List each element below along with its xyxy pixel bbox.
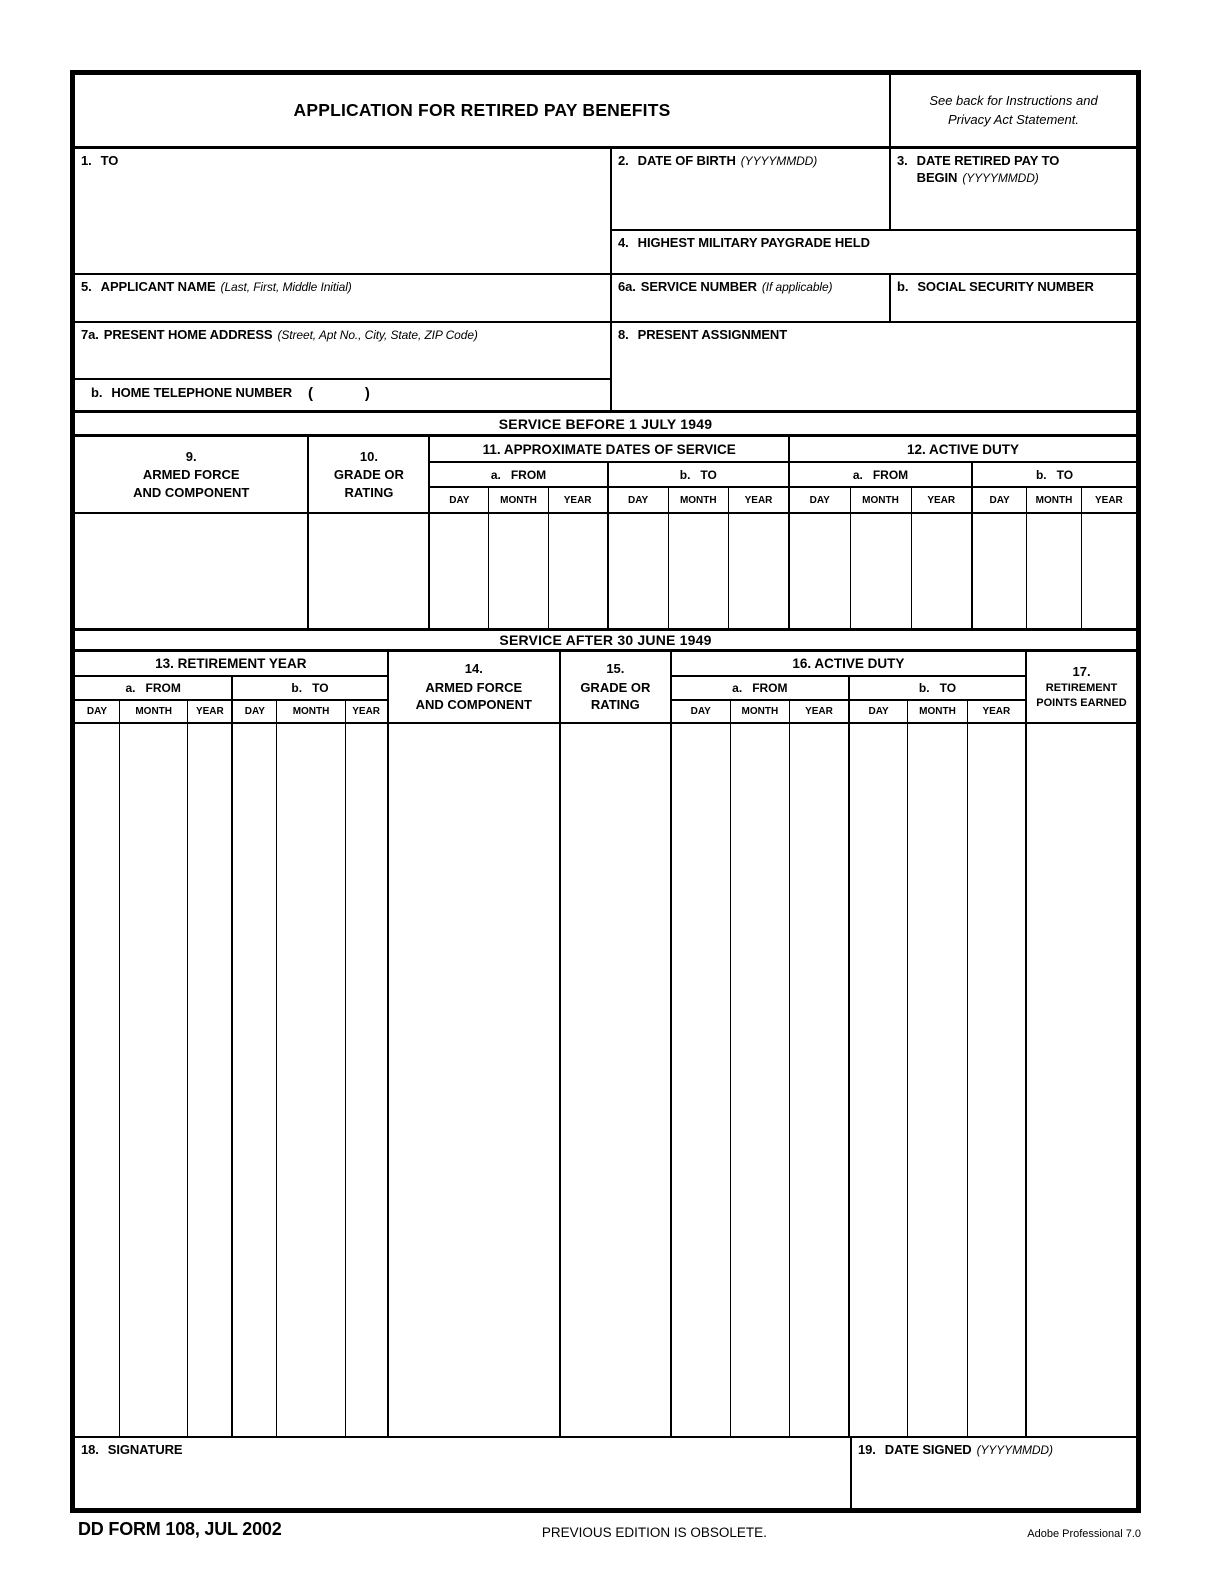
t2-armed-force-input[interactable] — [388, 723, 560, 1436]
generator-note: Adobe Professional 7.0 — [1027, 1528, 1141, 1540]
t1-duty-to-header: b. TO — [972, 462, 1136, 487]
t1-dates-from-year-input[interactable] — [548, 513, 607, 628]
service-number-label: 6a. SERVICE NUMBER (If applicable) — [618, 279, 833, 294]
date-of-birth-label: 2. DATE OF BIRTH (YYYYMMDD) — [618, 153, 818, 168]
phone-paren-open: ( — [308, 385, 313, 402]
row-1-to-4 — [75, 149, 1136, 275]
instructions-text: See back for Instructions and Privacy Act Statement. — [929, 92, 1098, 127]
col-7 — [75, 323, 612, 410]
month-header: MONTH — [277, 700, 345, 723]
ssn-label: b. SOCIAL SECURITY NUMBER — [897, 279, 1094, 294]
year-header: YEAR — [729, 487, 789, 513]
t2-year-to-day-input[interactable] — [232, 723, 277, 1436]
date-signed-field[interactable] — [852, 1438, 1136, 1508]
date-retired-pay-begin-label: 3. DATE RETIRED PAY TO BEGIN (YYYYMMDD) — [897, 153, 1060, 185]
service-number-field[interactable] — [612, 275, 891, 321]
t1-dates-from-month-input[interactable] — [489, 513, 548, 628]
t2-year-from-header: a. FROM — [75, 676, 232, 700]
t2-year-from-year-input[interactable] — [188, 723, 233, 1436]
t1-dates-from-header: a. FROM — [429, 462, 607, 487]
t2-duty-to-year-input[interactable] — [967, 723, 1026, 1436]
t2-duty-from-day-input[interactable] — [671, 723, 730, 1436]
t2-grade-input[interactable] — [560, 723, 671, 1436]
t2-duty-from-header: a. FROM — [671, 676, 849, 700]
applicant-name-field[interactable] — [75, 275, 612, 321]
t2-year-to-month-input[interactable] — [277, 723, 345, 1436]
service-after-table — [75, 652, 1136, 1436]
t2-year-from-day-input[interactable] — [75, 723, 120, 1436]
t2-retirement-points-header: 17. RETIREMENT POINTS EARNED — [1026, 652, 1136, 723]
t2-year-from-month-input[interactable] — [120, 723, 188, 1436]
to-label: 1. TO — [81, 153, 119, 168]
section-header-before-1949: SERVICE BEFORE 1 JULY 1949 — [75, 410, 1136, 437]
t2-duty-from-month-input[interactable] — [730, 723, 789, 1436]
year-header: YEAR — [967, 700, 1026, 723]
t1-armed-force-header: 9. ARMED FORCE AND COMPONENT — [75, 437, 308, 513]
form-footer — [70, 1519, 1141, 1540]
date-of-birth-field[interactable] — [612, 149, 891, 229]
form-number: DD FORM 108, JUL 2002 — [78, 1519, 282, 1539]
year-header: YEAR — [188, 700, 233, 723]
highest-paygrade-field[interactable] — [612, 231, 1136, 273]
year-header: YEAR — [548, 487, 607, 513]
date-retired-pay-begin-field[interactable] — [891, 149, 1136, 229]
t1-dates-to-header: b. TO — [608, 462, 789, 487]
day-header: DAY — [671, 700, 730, 723]
day-header: DAY — [232, 700, 277, 723]
t1-duty-from-header: a. FROM — [789, 462, 972, 487]
t1-dates-of-service-header: 11. APPROXIMATE DATES OF SERVICE — [429, 437, 789, 462]
t1-duty-from-year-input[interactable] — [911, 513, 972, 628]
form-title: APPLICATION FOR RETIRED PAY BENEFITS — [293, 100, 671, 120]
year-header: YEAR — [790, 700, 849, 723]
day-header: DAY — [75, 700, 120, 723]
t2-duty-to-header: b. TO — [849, 676, 1026, 700]
month-header: MONTH — [908, 700, 967, 723]
month-header: MONTH — [730, 700, 789, 723]
form-title-cell — [75, 75, 891, 146]
month-header: MONTH — [668, 487, 728, 513]
month-header: MONTH — [1027, 487, 1082, 513]
row-2-3 — [612, 149, 1136, 231]
t1-armed-force-input[interactable] — [75, 513, 308, 628]
month-header: MONTH — [850, 487, 911, 513]
t1-duty-to-year-input[interactable] — [1081, 513, 1136, 628]
t2-retirement-year-header: 13. RETIREMENT YEAR — [75, 652, 388, 676]
col-2-3-4 — [612, 149, 1136, 273]
present-assignment-label: 8. PRESENT ASSIGNMENT — [618, 327, 788, 342]
applicant-name-label: 5. APPLICANT NAME (Last, First, Middle Initial) — [81, 279, 352, 294]
home-address-field[interactable] — [75, 323, 610, 380]
t1-dates-to-day-input[interactable] — [608, 513, 668, 628]
t1-grade-input[interactable] — [308, 513, 429, 628]
year-header: YEAR — [1081, 487, 1136, 513]
home-address-label: 7a. PRESENT HOME ADDRESS (Street, Apt No., City, State, ZIP Code) — [81, 327, 478, 342]
t2-duty-to-day-input[interactable] — [849, 723, 908, 1436]
date-signed-label: 19. DATE SIGNED (YYYYMMDD) — [858, 1442, 1053, 1457]
t2-retirement-points-input[interactable] — [1026, 723, 1136, 1436]
t1-duty-from-day-input[interactable] — [789, 513, 850, 628]
row-5-6 — [75, 275, 1136, 323]
day-header: DAY — [429, 487, 488, 513]
t1-dates-to-year-input[interactable] — [729, 513, 789, 628]
edition-note: PREVIOUS EDITION IS OBSOLETE. — [541, 1525, 767, 1540]
month-header: MONTH — [489, 487, 548, 513]
present-assignment-field[interactable] — [612, 323, 1136, 410]
t2-active-duty-header: 16. ACTIVE DUTY — [671, 652, 1026, 676]
title-row — [75, 75, 1136, 149]
phone-paren-close: ) — [364, 385, 370, 402]
highest-paygrade-label: 4. HIGHEST MILITARY PAYGRADE HELD — [618, 235, 870, 250]
t1-duty-from-month-input[interactable] — [850, 513, 911, 628]
t1-dates-to-month-input[interactable] — [668, 513, 728, 628]
t2-grade-header: 15. GRADE OR RATING — [560, 652, 671, 723]
signature-label: 18. SIGNATURE — [81, 1442, 183, 1457]
t1-active-duty-header: 12. ACTIVE DUTY — [789, 437, 1136, 462]
day-header: DAY — [608, 487, 668, 513]
month-header: MONTH — [120, 700, 188, 723]
t1-duty-to-day-input[interactable] — [972, 513, 1027, 628]
service-before-table — [75, 437, 1136, 628]
section-header-after-1949: SERVICE AFTER 30 JUNE 1949 — [75, 628, 1136, 652]
t2-duty-to-month-input[interactable] — [908, 723, 967, 1436]
home-phone-field[interactable] — [75, 380, 610, 410]
year-header: YEAR — [911, 487, 972, 513]
t2-armed-force-header: 14. ARMED FORCE AND COMPONENT — [388, 652, 560, 723]
t1-duty-to-month-input[interactable] — [1027, 513, 1082, 628]
t2-year-to-year-input[interactable] — [345, 723, 387, 1436]
to-field[interactable] — [75, 149, 612, 273]
day-header: DAY — [849, 700, 908, 723]
t2-duty-from-year-input[interactable] — [790, 723, 849, 1436]
t2-year-to-header: b. TO — [232, 676, 387, 700]
instructions-note — [891, 75, 1136, 146]
dd-form-108 — [70, 70, 1141, 1513]
ssn-field[interactable] — [891, 275, 1136, 321]
day-header: DAY — [972, 487, 1027, 513]
signature-row — [75, 1436, 1136, 1508]
home-phone-label: b. HOME TELEPHONE NUMBER ( ) — [91, 385, 370, 402]
signature-field[interactable] — [75, 1438, 852, 1508]
day-header: DAY — [789, 487, 850, 513]
year-header: YEAR — [345, 700, 387, 723]
t1-dates-from-day-input[interactable] — [429, 513, 488, 628]
row-7-8 — [75, 323, 1136, 410]
t1-grade-header: 10. GRADE OR RATING — [308, 437, 429, 513]
